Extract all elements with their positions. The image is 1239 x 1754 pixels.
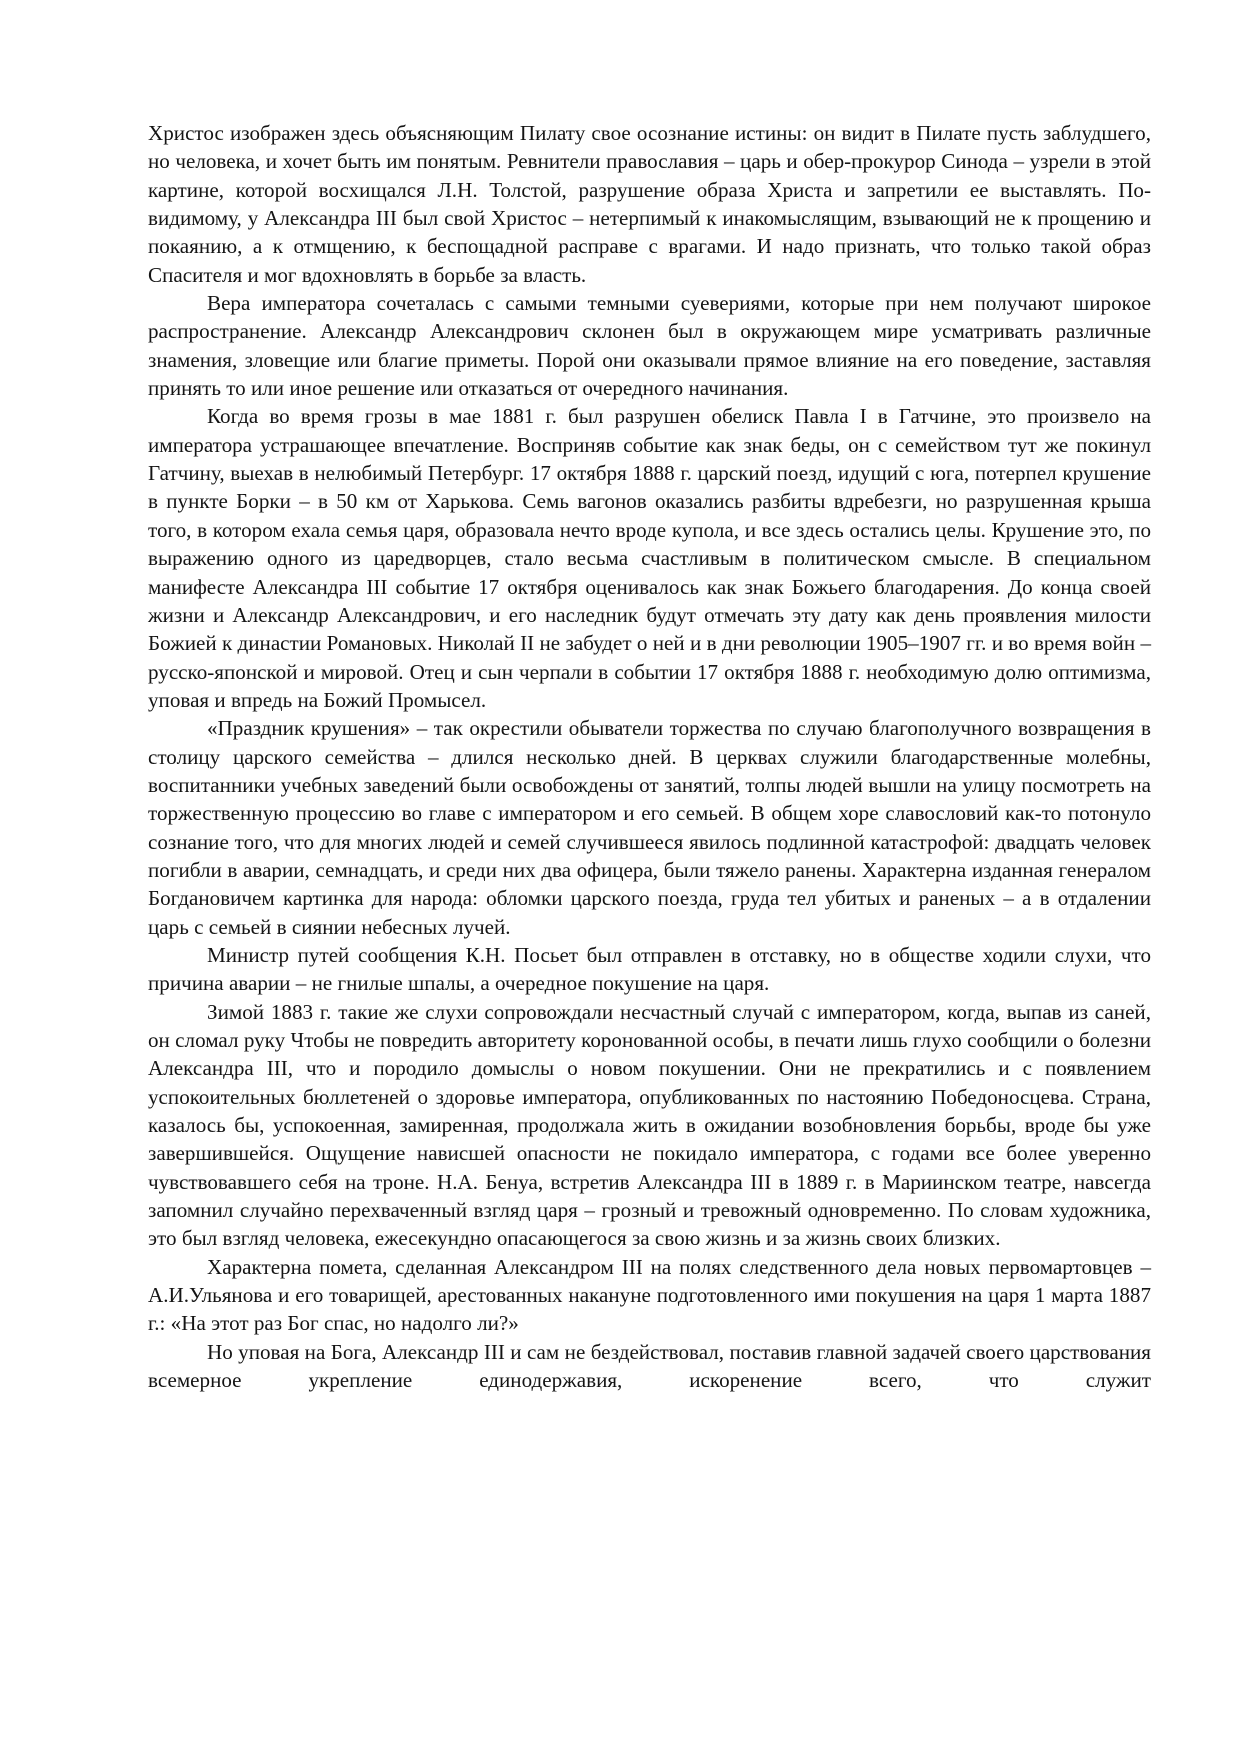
paragraph-8: Но уповая на Бога, Александр III и сам не бездействовал, поставив главной задачей своего царствования всемерное укрепление единодержавия, искоренение всего, что служит [148, 1339, 1151, 1393]
paragraph-4: «Праздник крушения» – так окрестили обыватели торжества по случаю благополучного возвращения в столицу царского семейства – длился несколько дней. В церквах служили благодарственные молебны, воспитанники учебных заведений были освобождены от занятий, толпы людей вышли на улицу посмотреть на торжественную процессию во главе с императором и его семьей. В общем хоре славословий как-то потонуло сознание того, что для многих людей и семей случившееся явилось подлинной катастрофой: двадцать человек погибли в аварии, семнадцать, и среди них два офицера, были тяжело ранены. Характерна изданная генералом Богдановичем картинка для народа: обломки царского поезда, груда тел убитых и раненых – а в отдалении царь с семьей в сиянии небесных лучей. [148, 716, 1151, 939]
body-text [148, 119, 1151, 1394]
paragraph-2: Вера императора сочеталась с самыми темными суевериями, которые при нем получают широкое распространение. Александр Александрович склонен был в окружающем мире усматривать различные знамения, зловещие или благие приметы. Порой они оказывали прямое влияние на его поведение, заставляя принять то или иное решение или отказаться от очередного начинания. [148, 291, 1151, 401]
paragraph-6: Зимой 1883 г. такие же слухи сопровождали несчастный случай с императором, когда, выпав из саней, он сломал руку Чтобы не повредить авторитету коронованной особы, в печати лишь глухо сообщили о болезни Александра III, что и породило домыслы о новом покушении. Они не прекратились и с появлением успокоительных бюллетеней о здоровье императора, опубликованных по настоянию Победоносцева. Страна, казалось бы, успокоенная, замиренная, продолжала жить в ожидании возобновления борьбы, вроде бы уже завершившейся. Ощущение нависшей опасности не покидало императора, с годами все более уверенно чувствовавшего себя на троне. Н.А. Бенуа, встретив Александра III в 1889 г. в Мариинском театре, навсегда запомнил случайно перехваченный взгляд царя – грозный и тревожный одновременно. По словам художника, это был взгляд человека, ежесекундно опасающегося за свою жизнь и за жизнь своих близких. [148, 999, 1151, 1251]
paragraph-7: Характерна помета, сделанная Александром III на полях следственного дела новых первомартовцев – А.И.Ульянова и его товарищей, арестованных накануне подготовленного ими покушения на царя 1 марта 1887 г.: «На этот раз Бог спас, но надолго ли?» [148, 1254, 1151, 1336]
paragraph-5: Министр путей сообщения К.Н. Посьет был отправлен в отставку, но в обществе ходили слухи, что причина аварии – не гнилые шпалы, а очередное покушение на царя. [148, 942, 1151, 996]
paragraph-3: Когда во время грозы в мае 1881 г. был разрушен обелиск Павла I в Гатчине, это произвело на императора устрашающее впечатление. Восприняв событие как знак беды, он с семейством тут же покинул Гатчину, выехав в нелюбимый Петербург. 17 октября 1888 г. царский поезд, идущий с юга, потерпел крушение в пункте Борки – в 50 км от Харькова. Семь вагонов оказались разбиты вдребезги, но разрушенная крыша того, в котором ехала семья царя, образовала нечто вроде купола, и все здесь остались целы. Крушение это, по выражению одного из царедворцев, стало весьма счастливым в политическом смысле. В специальном манифесте Александра III событие 17 октября оценивалось как знак Божьего благодарения. До конца своей жизни и Александр Александрович, и его наследник будут отмечать эту дату как день проявления милости Божией к династии Романовых. Николай II не забудет о ней и в дни революции 1905–1907 гг. и во время войн – русско-японской и мировой. Отец и сын черпали в событии 17 октября 1888 г. необходимую долю оптимизма, уповая и впредь на Божий Промысел. [148, 404, 1151, 712]
paragraph-1: Христос изображен здесь объясняющим Пилату свое осознание истины: он видит в Пилате пусть заблудшего, но человека, и хочет быть им понятым. Ревнители православия – царь и обер-прокурор Синода – узрели в этой картине, которой восхищался Л.Н. Толстой, разрушение образа Христа и запретили ее выставлять. По-видимому, у Александра III был свой Христос – нетерпимый к инакомыслящим, взывающий не к прощению и покаянию, а к отмщению, к беспощадной расправе с врагами. И надо признать, что только такой образ Спасителя и мог вдохновлять в борьбе за власть. [148, 121, 1151, 287]
